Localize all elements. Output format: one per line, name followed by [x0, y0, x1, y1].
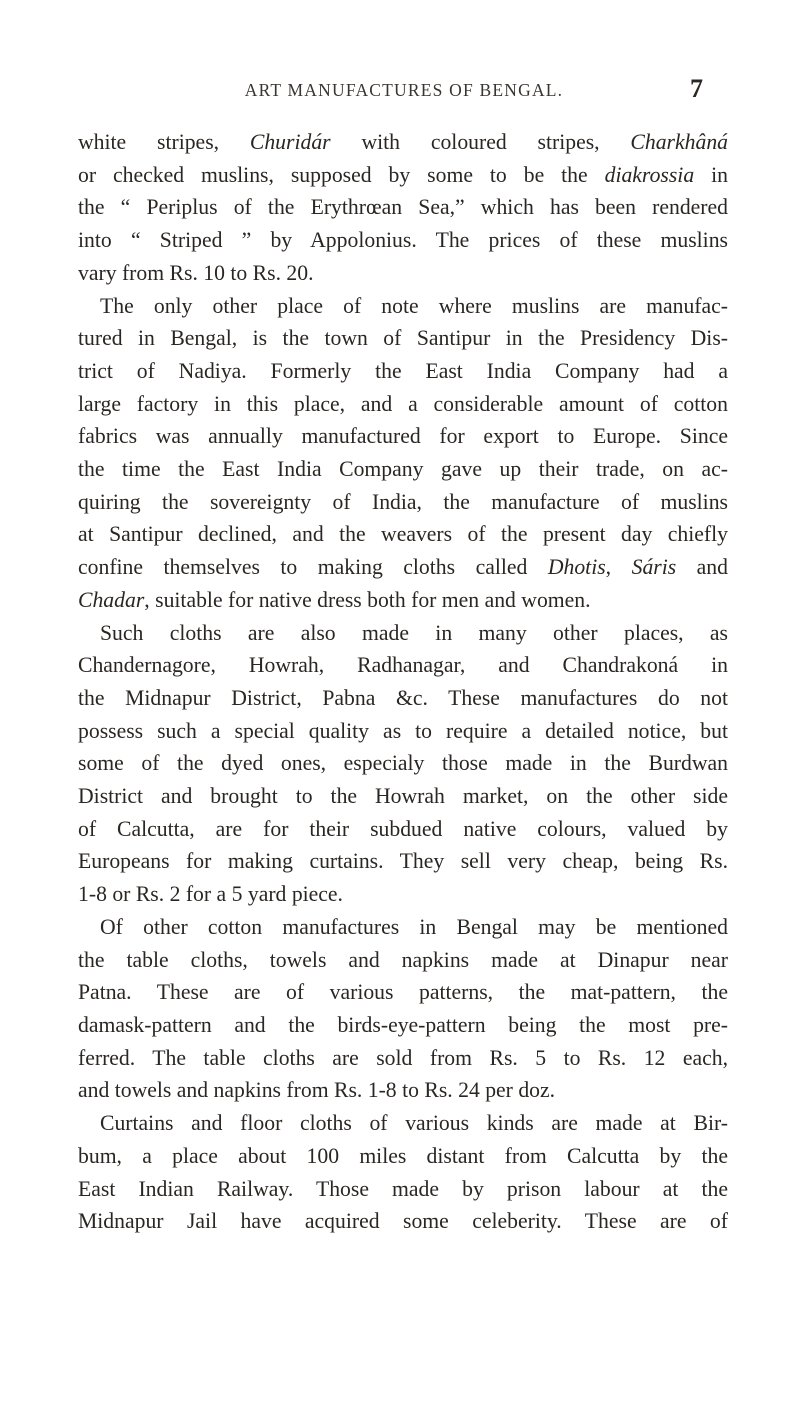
text-segment: vary from Rs. 10 to Rs. 20.: [78, 260, 314, 285]
italic-term: Dhotis: [547, 555, 606, 580]
body-text: [78, 126, 728, 1238]
text-line: [78, 911, 728, 944]
text-line: [78, 780, 728, 813]
text-segment: possess such a special quality as to require a detailed notice, but: [78, 718, 728, 743]
text-line: [78, 1042, 728, 1075]
text-segment: with coloured stripes,: [330, 130, 631, 154]
text-segment: fabrics was annually manufactured for export to Europe. Since: [78, 424, 728, 449]
text-segment: in: [694, 162, 728, 187]
italic-term: Churidár: [249, 130, 331, 154]
text-line: [78, 388, 728, 421]
text-line: [78, 453, 728, 486]
text-segment: white stripes,: [78, 130, 250, 154]
italic-term: Sáris: [631, 555, 677, 580]
text-line: [78, 682, 728, 715]
text-line: [78, 617, 728, 650]
text-segment: ferred. The table cloths are sold from Rs. 5 to Rs. 12 each,: [78, 1045, 728, 1070]
text-line: [78, 584, 728, 617]
text-line: [78, 944, 728, 977]
text-line: [78, 1205, 728, 1238]
text-line: [78, 1107, 728, 1140]
text-segment: damask-pattern and the birds-eye-pattern being the most pre-: [78, 1012, 728, 1037]
text-segment: some of the dyed ones, especialy those made in the Burdwan: [78, 751, 728, 776]
text-segment: the “ Periplus of the Erythrœan Sea,” which has been rendered: [78, 195, 728, 220]
italic-term: Chadar: [78, 587, 145, 612]
text-line: [78, 747, 728, 780]
text-segment: Midnapur Jail have acquired some celeberity. These are of: [78, 1209, 728, 1234]
text-segment: into “ Striped ” by Appolonius. The prices of these muslins: [78, 228, 728, 253]
text-segment: tured in Bengal, is the town of Santipur in the Presidency Dis-: [78, 326, 728, 351]
text-segment: 1-8 or Rs. 2 for a 5 yard piece.: [78, 882, 343, 907]
text-segment: Europeans for making curtains. They sell very cheap, being Rs.: [78, 849, 728, 874]
text-segment: large factory in this place, and a considerable amount of cotton: [78, 391, 728, 416]
text-line: [78, 518, 728, 551]
text-line: [78, 290, 728, 323]
text-line: [78, 191, 728, 224]
text-line: [78, 1173, 728, 1206]
text-line: [78, 224, 728, 257]
text-segment: of Calcutta, are for their subdued native colours, valued by: [78, 816, 728, 841]
text-line: [78, 813, 728, 846]
text-segment: Patna. These are of various patterns, the mat-pattern, the: [78, 980, 728, 1005]
text-segment: the time the East India Company gave up their trade, on ac-: [78, 457, 728, 482]
text-segment: Of other cotton manufactures in Bengal may be mentioned: [100, 914, 728, 939]
italic-term: diakrossia: [604, 162, 695, 187]
text-segment: East Indian Railway. Those made by prison labour at the: [78, 1176, 728, 1201]
text-line: [78, 322, 728, 355]
text-line: [78, 126, 728, 159]
text-line: [78, 715, 728, 748]
running-head: ART MANUFACTURES OF BENGAL.: [244, 80, 564, 100]
text-segment: and: [676, 555, 728, 580]
page-number: 7: [690, 74, 703, 103]
text-segment: confine themselves to making cloths called: [78, 555, 548, 580]
text-segment: the Midnapur District, Pabna &c. These manufactures do not: [78, 685, 728, 710]
text-line: [78, 551, 728, 584]
italic-term: Charkhâná: [630, 130, 728, 154]
text-segment: The only other place of note where muslins are manufac-: [100, 293, 728, 318]
text-line: [78, 1074, 728, 1107]
text-line: [78, 355, 728, 388]
text-line: [78, 976, 728, 1009]
text-line: [78, 1140, 728, 1173]
text-segment: trict of Nadiya. Formerly the East India Company had a: [78, 358, 728, 383]
text-segment: Such cloths are also made in many other places, as: [100, 620, 728, 645]
text-line: [78, 878, 728, 911]
text-segment: quiring the sovereignty of India, the manufacture of muslins: [78, 489, 728, 514]
text-line: [78, 257, 728, 290]
text-segment: or checked muslins, supposed by some to be the: [78, 162, 605, 187]
text-segment: District and brought to the Howrah market, on the other side: [78, 784, 728, 809]
text-segment: ,: [605, 555, 632, 580]
text-segment: at Santipur declined, and the weavers of the present day chiefly: [78, 522, 728, 547]
text-line: [78, 486, 728, 519]
text-line: [78, 649, 728, 682]
text-line: [78, 420, 728, 453]
text-segment: bum, a place about 100 miles distant from Calcutta by the: [78, 1143, 728, 1168]
text-segment: Curtains and floor cloths of various kinds are made at Bir-: [100, 1111, 728, 1136]
text-line: [78, 159, 728, 192]
text-line: [78, 845, 728, 878]
text-segment: , suitable for native dress both for men and women.: [144, 587, 591, 612]
text-segment: Chandernagore, Howrah, Radhanagar, and Chandrakoná in: [78, 653, 728, 678]
text-segment: the table cloths, towels and napkins made at Dinapur near: [78, 947, 728, 972]
text-line: [78, 1009, 728, 1042]
text-segment: and towels and napkins from Rs. 1-8 to Rs. 24 per doz.: [78, 1078, 556, 1103]
